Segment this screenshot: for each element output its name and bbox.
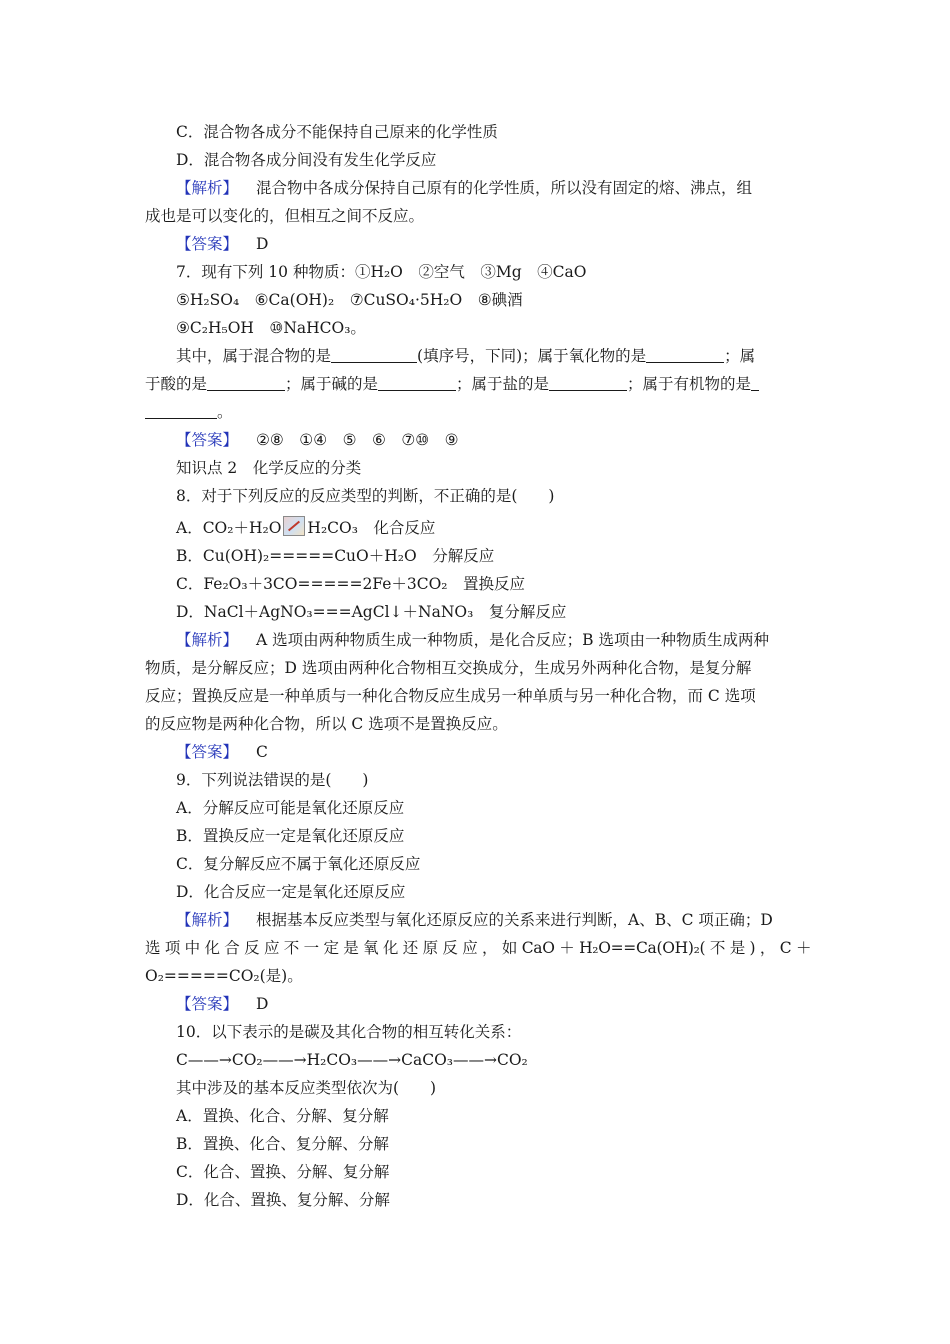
answer-tag: 【答案】 <box>176 431 239 449</box>
section-heading: 知识点 2 化学反应的分类 <box>176 459 362 477</box>
q9-analysis-line-2: 选 项 中 化 合 反 应 不 一 定 是 氧 化 还 原 反 应 ， 如 CaO ＋ H₂O==Ca(OH)₂( 不 是 ) ， C ＋ <box>145 939 812 957</box>
answer-value: ②⑧ ①④ ⑤ ⑥ ⑦⑩ ⑨ <box>256 431 459 449</box>
q10-option-c: C．化合、置换、分解、复分解 <box>176 1163 390 1181</box>
q6-option-c: C．混合物各成分不能保持自己原来的化学性质 <box>176 123 498 141</box>
q8-option-d: D．NaCl＋AgNO₃===AgCl↓＋NaNO₃ 复分解反应 <box>176 603 567 621</box>
q10-option-b: B．置换、化合、复分解、分解 <box>176 1135 389 1153</box>
q9-analysis-line-3: O₂=====CO₂(是)。 <box>145 967 303 985</box>
q7-answer <box>176 430 459 450</box>
q9-option-b: B．置换反应一定是氧化还原反应 <box>176 827 405 845</box>
answer-blank[interactable] <box>331 347 417 363</box>
answer-blank[interactable] <box>646 347 724 363</box>
analysis-tag: 【解析】 <box>176 179 239 197</box>
fill-text: 于酸的是 <box>145 375 208 393</box>
q9-option-a: A．分解反应可能是氧化还原反应 <box>176 799 405 817</box>
q9-stem: 9．下列说法错误的是( ) <box>176 771 369 789</box>
fill-text: ；属于碱的是 <box>285 375 379 393</box>
q10-conversion-chain: C——→CO₂——→H₂CO₃——→CaCO₃——→CO₂ <box>176 1051 528 1069</box>
answer-blank[interactable] <box>378 375 456 391</box>
q8-analysis-line-1 <box>176 630 769 650</box>
fill-text: ；属 <box>724 347 756 365</box>
q10-stem: 10．以下表示的是碳及其化合物的相互转化关系： <box>176 1023 522 1041</box>
broken-image-icon <box>283 516 305 536</box>
q9-analysis-line-1 <box>176 910 773 930</box>
analysis-text: A 选项由两种物质生成一种物质，是化合反应；B 选项由一种物质生成两种 <box>256 631 769 649</box>
fill-text: ；属于盐的是 <box>456 375 550 393</box>
answer-blank[interactable] <box>145 403 217 419</box>
q6-analysis-line-2: 成也是可以变化的，但相互之间不反应。 <box>145 207 425 225</box>
analysis-tag: 【解析】 <box>176 631 239 649</box>
answer-value: D <box>256 235 269 253</box>
q8-option-c: C．Fe₂O₃＋3CO=====2Fe＋3CO₂ 置换反应 <box>176 575 526 593</box>
answer-value: C <box>256 743 268 761</box>
q7-substances-line-3: ⑨C₂H₅OH ⑩NaHCO₃。 <box>176 319 366 337</box>
analysis-tag: 【解析】 <box>176 911 239 929</box>
answer-blank[interactable] <box>207 375 285 391</box>
q7-fill-line-1 <box>176 346 755 366</box>
answer-blank[interactable] <box>549 375 627 391</box>
q8-option-a <box>176 516 435 538</box>
q10-question: 其中涉及的基本反应类型依次为( ) <box>176 1079 437 1097</box>
answer-value: D <box>256 995 269 1013</box>
fill-text: ；属于有机物的是 <box>627 375 752 393</box>
answer-tag: 【答案】 <box>176 235 239 253</box>
q9-option-c: C．复分解反应不属于氧化还原反应 <box>176 855 421 873</box>
q8-answer <box>176 742 268 762</box>
q6-analysis-line-1 <box>176 178 752 198</box>
q10-option-a: A．置换、化合、分解、复分解 <box>176 1107 389 1125</box>
q9-answer <box>176 994 268 1014</box>
analysis-text: 根据基本反应类型与氧化还原反应的关系来进行判断，A、B、C 项正确；D <box>256 911 773 929</box>
fill-text: 其中，属于混合物的是 <box>176 347 332 365</box>
option-a-right: H₂CO₃ 化合反应 <box>307 519 436 537</box>
q8-analysis-line-3: 反应；置换反应是一种单质与一种化合物反应生成另一种单质与另一种化合物，而 C 选项 <box>145 687 756 705</box>
fill-text: 。 <box>217 403 233 421</box>
q9-option-d: D．化合反应一定是氧化还原反应 <box>176 883 406 901</box>
q7-substances-line-2: ⑤H₂SO₄ ⑥Ca(OH)₂ ⑦CuSO₄·5H₂O ⑧碘酒 <box>176 291 523 309</box>
q7-stem: 7．现有下列 10 种物质：①H₂O ②空气 ③Mg ④CaO <box>176 263 587 281</box>
q6-answer <box>176 234 268 254</box>
answer-tag: 【答案】 <box>176 743 239 761</box>
option-a-left: A．CO₂＋H₂O <box>176 519 282 537</box>
answer-tag: 【答案】 <box>176 995 239 1013</box>
q6-option-d: D．混合物各成分间没有发生化学反应 <box>176 151 437 169</box>
q8-option-b: B．Cu(OH)₂=====CuO＋H₂O 分解反应 <box>176 547 495 565</box>
q8-analysis-line-2: 物质，是分解反应；D 选项由两种化合物相互交换成分，生成另外两种化合物，是复分解 <box>145 659 752 677</box>
answer-blank[interactable] <box>751 375 759 391</box>
q7-fill-line-3 <box>145 402 233 422</box>
q7-fill-line-2 <box>145 374 759 394</box>
q10-option-d: D．化合、置换、复分解、分解 <box>176 1191 390 1209</box>
fill-text: (填序号，下同)；属于氧化物的是 <box>417 347 647 365</box>
q8-stem: 8．对于下列反应的反应类型的判断，不正确的是( ) <box>176 487 555 505</box>
analysis-text: 混合物中各成分保持自己原有的化学性质，所以没有固定的熔、沸点，组 <box>256 179 753 197</box>
q8-analysis-line-4: 的反应物是两种化合物，所以 C 选项不是置换反应。 <box>145 715 508 733</box>
